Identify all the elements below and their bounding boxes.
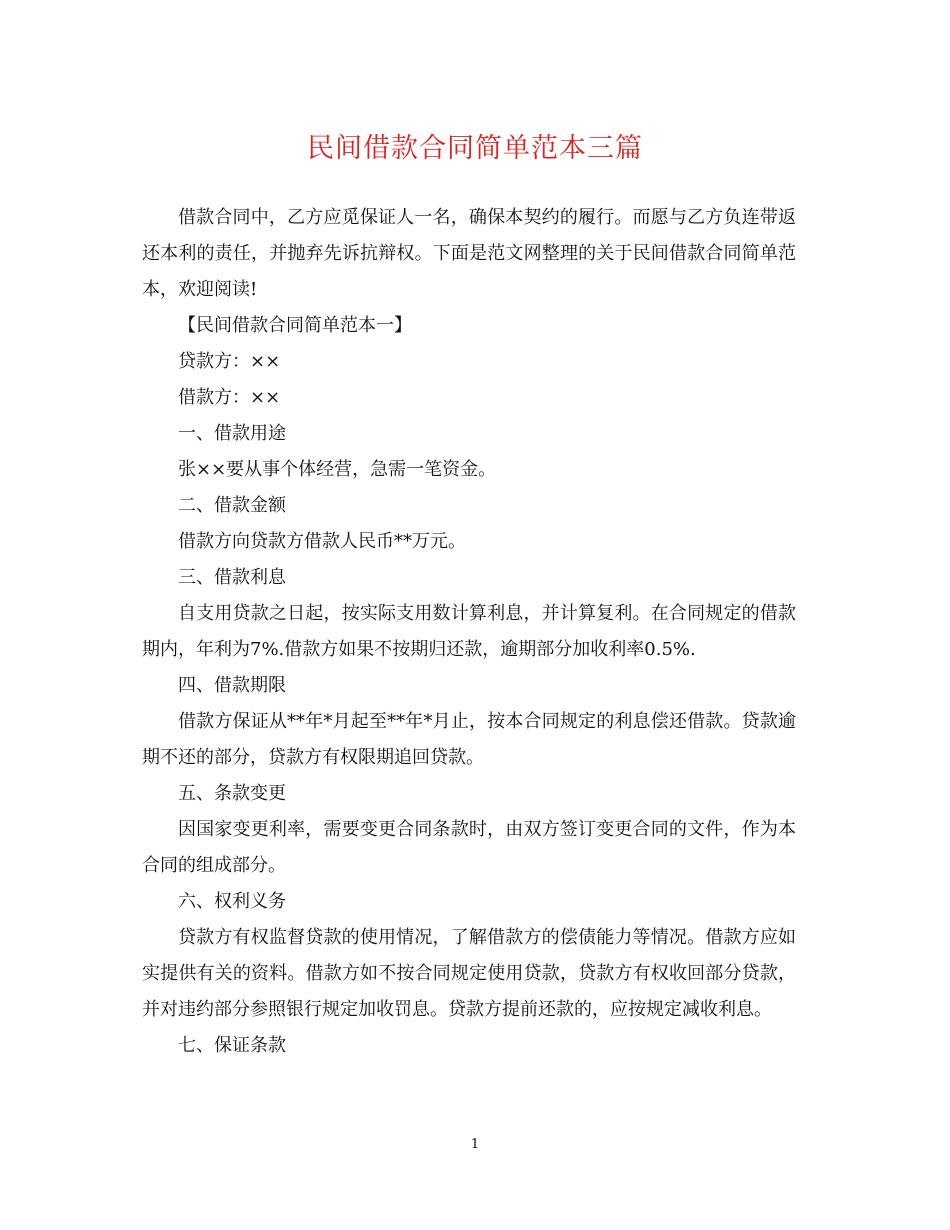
clause-heading-rights: 六、权利义务 (178, 891, 286, 912)
clause-text-purpose: 张××要从事个体经营，急需一笔资金。 (178, 459, 497, 480)
document-body (142, 200, 796, 1064)
clause-text-term: 借款方保证从**年*月起至**年*月止，按本合同规定的利息偿还借款。贷款逾期不还的部分，贷款方有权限期追回贷款。 (142, 711, 796, 768)
clause-text-rights: 贷款方有权监督贷款的使用情况，了解借款方的偿债能力等情况。借款方应如实提供有关的资料。借款方如不按合同规定使用贷款，贷款方有权收回部分贷款，并对违约部分参照银行规定加收罚息。贷款方提前还款的，应按规定减收利息。 (142, 927, 796, 1020)
borrower-line: 借款方：×× (178, 387, 281, 408)
clause-heading-guarantee: 七、保证条款 (178, 1035, 286, 1056)
section-heading-template-one: 【民间借款合同简单范本一】 (178, 315, 412, 336)
clause-heading-interest: 三、借款利息 (178, 567, 286, 588)
document-title: 民间借款合同简单范本三篇 (307, 133, 643, 164)
intro-paragraph: 借款合同中，乙方应觅保证人一名，确保本契约的履行。而愿与乙方负连带返还本利的责任，并抛弃先诉抗辩权。下面是范文网整理的关于民间借款合同简单范本，欢迎阅读! (142, 207, 796, 300)
clause-heading-amount: 二、借款金额 (178, 495, 286, 516)
clause-text-amount: 借款方向贷款方借款人民币**万元。 (178, 531, 466, 552)
clause-heading-purpose: 一、借款用途 (178, 423, 286, 444)
clause-text-change: 因国家变更利率，需要变更合同条款时，由双方签订变更合同的文件，作为本合同的组成部分。 (142, 819, 796, 876)
clause-heading-change: 五、条款变更 (178, 783, 286, 804)
lender-line: 贷款方：×× (178, 351, 281, 372)
clause-heading-term: 四、借款期限 (178, 675, 286, 696)
page-number: 1 (470, 1137, 480, 1152)
clause-text-interest: 自支用贷款之日起，按实际支用数计算利息，并计算复利。在合同规定的借款期内，年利为7%.借款方如果不按期归还款，逾期部分加收利率0.5%. (142, 603, 796, 660)
